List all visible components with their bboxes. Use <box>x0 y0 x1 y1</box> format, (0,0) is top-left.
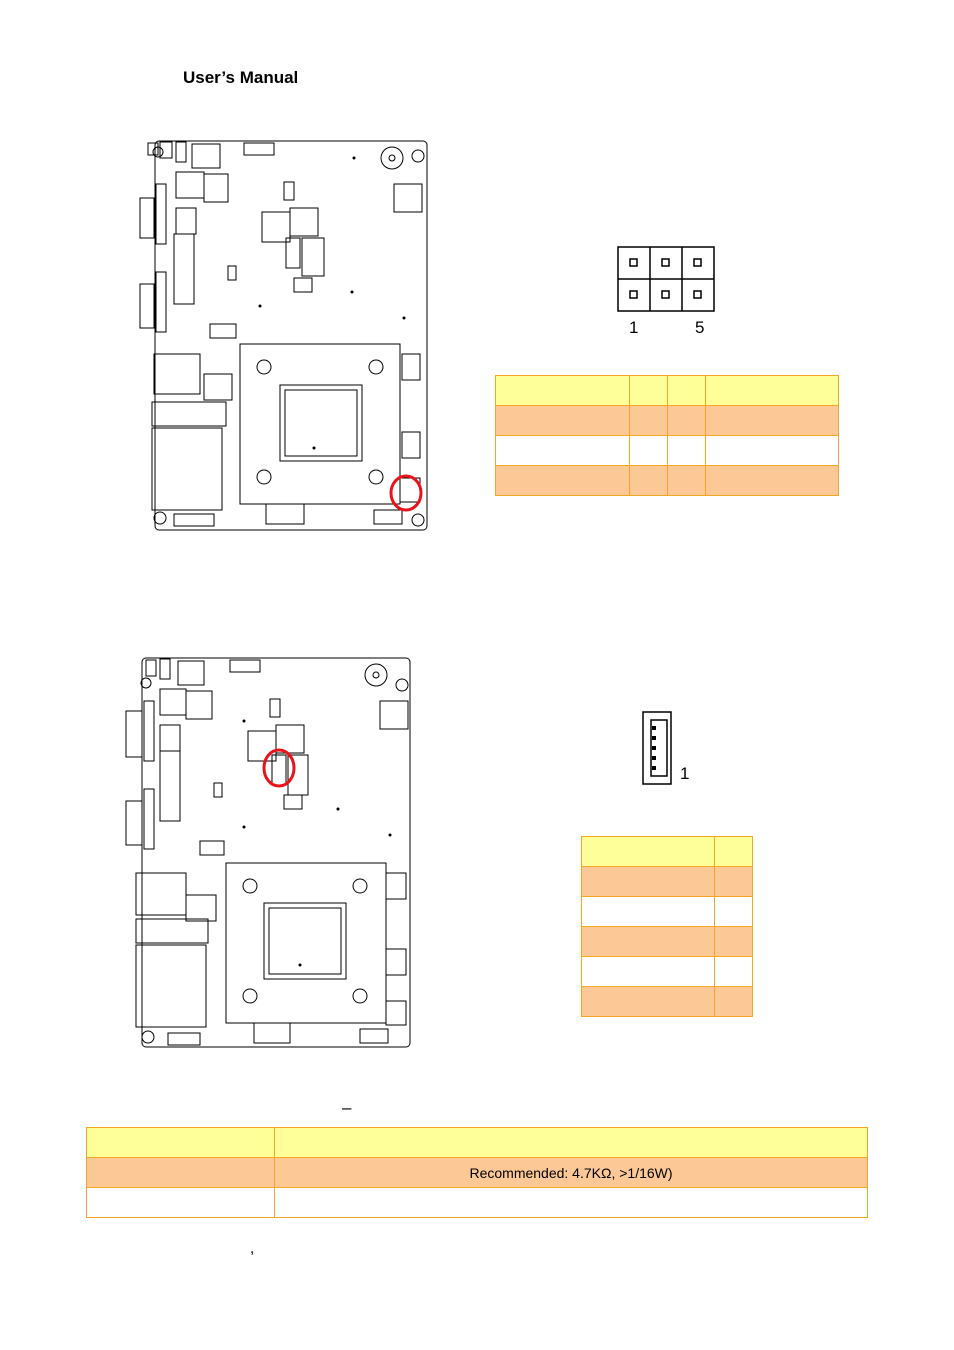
table-cell: Recommended: 4.7KΩ, >1/16W) <box>275 1158 868 1188</box>
table-cell <box>715 987 753 1017</box>
table-cell <box>582 987 715 1017</box>
connector-1-pin-diagram <box>617 246 717 316</box>
connector-1-pin-table <box>495 375 839 496</box>
table-row <box>582 957 753 987</box>
table-cell <box>668 376 706 406</box>
connector-2-pin-label: 1 <box>680 764 690 783</box>
table-cell <box>668 466 706 496</box>
table-cell <box>496 436 630 466</box>
table-cell <box>715 837 753 867</box>
table-cell <box>87 1128 275 1158</box>
notes-table <box>86 1127 868 1218</box>
table-cell <box>630 466 668 496</box>
table-cell <box>706 436 839 466</box>
table-cell <box>668 406 706 436</box>
table-cell <box>582 897 715 927</box>
table-cell <box>87 1188 275 1218</box>
board-diagram-1 <box>130 138 430 534</box>
table-row <box>496 436 839 466</box>
table-cell <box>582 867 715 897</box>
table-cell <box>582 837 715 867</box>
board-diagram-2 <box>124 655 418 1051</box>
table-cell <box>582 957 715 987</box>
highlight-circle <box>391 476 421 510</box>
table-row <box>582 897 753 927</box>
header-title: User’s Manual <box>183 68 299 87</box>
comma-mark: , <box>250 1240 255 1257</box>
table-cell <box>715 897 753 927</box>
board-outline <box>155 141 427 530</box>
table-cell <box>496 376 630 406</box>
table-cell <box>668 436 706 466</box>
table-row <box>582 927 753 957</box>
table-cell <box>706 376 839 406</box>
table-cell <box>87 1158 275 1188</box>
table-row <box>87 1188 868 1218</box>
table-cell <box>275 1188 868 1218</box>
table-cell <box>630 406 668 436</box>
connector-1-pin-label-right: 5 <box>695 318 705 337</box>
table-cell <box>715 927 753 957</box>
table-cell <box>275 1128 868 1158</box>
table-cell <box>715 867 753 897</box>
table-row <box>496 376 839 406</box>
connector-2-pin-diagram <box>641 710 675 788</box>
table-row <box>87 1158 868 1188</box>
table-row <box>87 1128 868 1158</box>
table-row <box>496 466 839 496</box>
table-cell <box>715 957 753 987</box>
table-cell <box>706 466 839 496</box>
connector-2-pin-table <box>581 836 753 1017</box>
table-cell <box>706 406 839 436</box>
table-row <box>496 406 839 436</box>
board-outline <box>142 658 410 1047</box>
connector-1-pin-label-left: 1 <box>629 318 639 337</box>
table-row <box>582 867 753 897</box>
table-cell <box>630 376 668 406</box>
table-cell <box>630 436 668 466</box>
table-row <box>582 837 753 867</box>
dash-mark: – <box>342 1098 352 1117</box>
table-cell <box>582 927 715 957</box>
table-row <box>582 987 753 1017</box>
table-cell <box>496 406 630 436</box>
table-cell <box>496 466 630 496</box>
